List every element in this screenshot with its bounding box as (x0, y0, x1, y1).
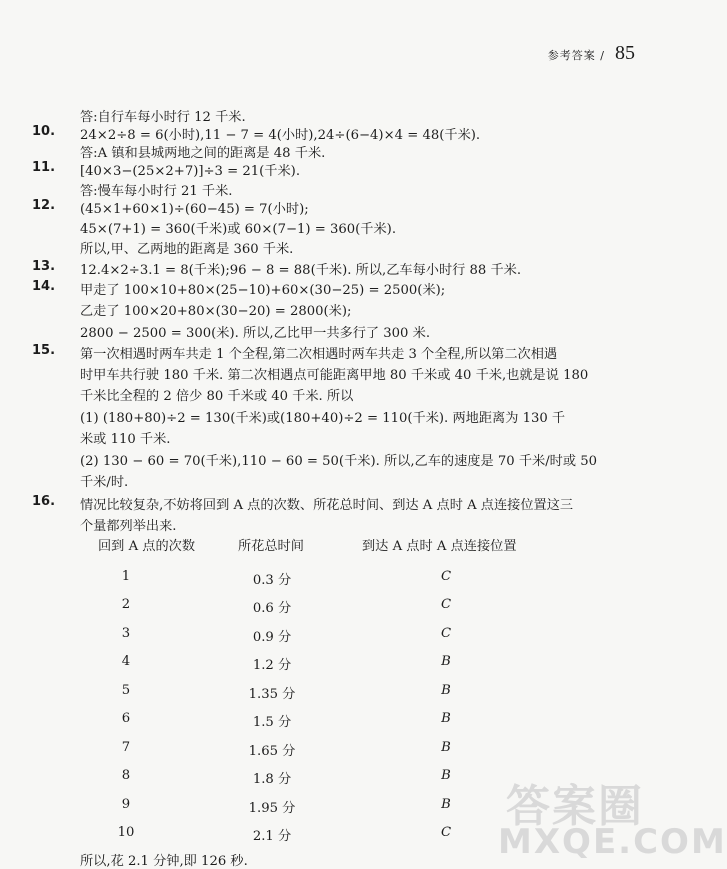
answer-line: 第一次相遇时两车共走 1 个全程,第二次相遇时两车共走 3 个全程,所以第二次相遇 (80, 347, 558, 362)
answer-line: [40×3−(25×2+7)]÷3 = 21(千米). (80, 164, 301, 179)
answer-line: 24×2÷8 = 6(小时),11 − 7 = 4(小时),24÷(6−4)×4 = 48(千米). (80, 128, 481, 143)
item-number: 16. (32, 494, 56, 509)
table-cell: 4 (121, 654, 131, 669)
answer-line: 答:A 镇和县城两地之间的距离是 48 千米. (80, 146, 326, 161)
answer-line: 乙走了 100×20+80×(30−20) = 2800(米); (80, 304, 352, 319)
table-cell: 1.2 分 (252, 658, 292, 673)
table-cell: B (441, 711, 451, 726)
table-header-cell: 所花总时间 (238, 539, 304, 554)
table-cell: 1.35 分 (248, 687, 296, 702)
table-cell: 0.9 分 (252, 630, 292, 645)
table-cell: C (440, 597, 452, 612)
table-cell: 5 (121, 683, 131, 698)
table-cell: 2.1 分 (252, 829, 292, 844)
conclusion-line: 所以,花 2.1 分钟,即 126 秒. (80, 854, 248, 869)
table-cell: 2 (121, 597, 131, 612)
answer-line: 2800 − 2500 = 300(米). 所以,乙比甲一共多行了 300 米. (80, 326, 431, 341)
answer-line: (1) (180+80)÷2 = 130(千米)或(180+40)÷2 = 110(千米). 两地距离为 130 千 (80, 411, 566, 426)
watermark-logo (498, 770, 727, 865)
table-cell: 1.5 分 (252, 715, 292, 730)
item-number: 11. (32, 160, 56, 175)
page-number: 85 (615, 42, 635, 64)
page-header (548, 42, 635, 65)
table-cell: 8 (121, 768, 131, 783)
answer-line: 甲走了 100×10+80×(25−10)+60×(30−25) = 2500(米); (80, 283, 446, 298)
table-cell: B (441, 683, 451, 698)
answer-line: 答:自行车每小时行 12 千米. (80, 110, 246, 125)
item-number: 14. (32, 279, 56, 294)
table-cell: 0.6 分 (252, 601, 292, 616)
table-cell: 0.3 分 (252, 573, 292, 588)
table-cell: 6 (121, 711, 131, 726)
table-header-cell: 到达 A 点时 A 点连接位置 (362, 539, 517, 554)
answer-line: 米或 110 千米. (80, 432, 171, 447)
answer-line: 45×(7+1) = 360(千米)或 60×(7−1) = 360(千米). (80, 222, 397, 237)
table-cell: B (441, 797, 451, 812)
watermark-text: 答案圈 (506, 781, 644, 832)
table-header-cell: 回到 A 点的次数 (98, 539, 196, 554)
answer-line: 千米/时. (80, 475, 129, 490)
answer-line: (2) 130 − 60 = 70(千米),110 − 60 = 50(千米). 所以,乙车的速度是 70 千米/时或 50 (80, 454, 597, 469)
table-cell: 7 (121, 740, 131, 755)
answer-line: 情况比较复杂,不妨将回到 A 点的次数、所花总时间、到达 A 点时 A 点连接位置这三 (80, 498, 574, 513)
table-cell: 10 (117, 825, 135, 840)
answer-line: 个量都列举出来. (80, 519, 177, 534)
item-number: 10. (32, 124, 56, 139)
section-label: 参考答案 / (547, 49, 605, 62)
answer-line: (45×1+60×1)÷(60−45) = 7(小时); (80, 202, 309, 217)
answer-line: 答:慢车每小时行 21 千米. (80, 184, 233, 199)
table-cell: 1.8 分 (252, 772, 292, 787)
watermark-url: MXQE.COM (498, 822, 727, 862)
item-number: 12. (32, 198, 56, 213)
table-cell: B (441, 654, 451, 669)
table-cell: 3 (121, 626, 131, 641)
table-cell: C (440, 626, 452, 641)
answer-line: 千米比全程的 2 倍少 80 千米或 40 千米. 所以 (80, 389, 354, 404)
item-number: 13. (32, 259, 56, 274)
table-cell: 1 (121, 569, 131, 584)
table-cell: C (440, 825, 452, 840)
answer-line: 时甲车共行驶 180 千米. 第二次相遇点可能距离甲地 80 千米或 40 千米,也就是说 180 (80, 368, 589, 383)
answer-line: 12.4×2÷3.1 = 8(千米);96 − 8 = 88(千米). 所以,乙车每小时行 88 千米. (80, 263, 522, 278)
table-cell: C (440, 569, 452, 584)
item-number: 15. (32, 343, 56, 358)
table-cell: B (441, 740, 451, 755)
table-cell: 1.95 分 (248, 801, 296, 816)
table-cell: 9 (121, 797, 131, 812)
table-cell: 1.65 分 (248, 744, 296, 759)
answer-line: 所以,甲、乙两地的距离是 360 千米. (80, 242, 294, 257)
table-cell: B (441, 768, 451, 783)
